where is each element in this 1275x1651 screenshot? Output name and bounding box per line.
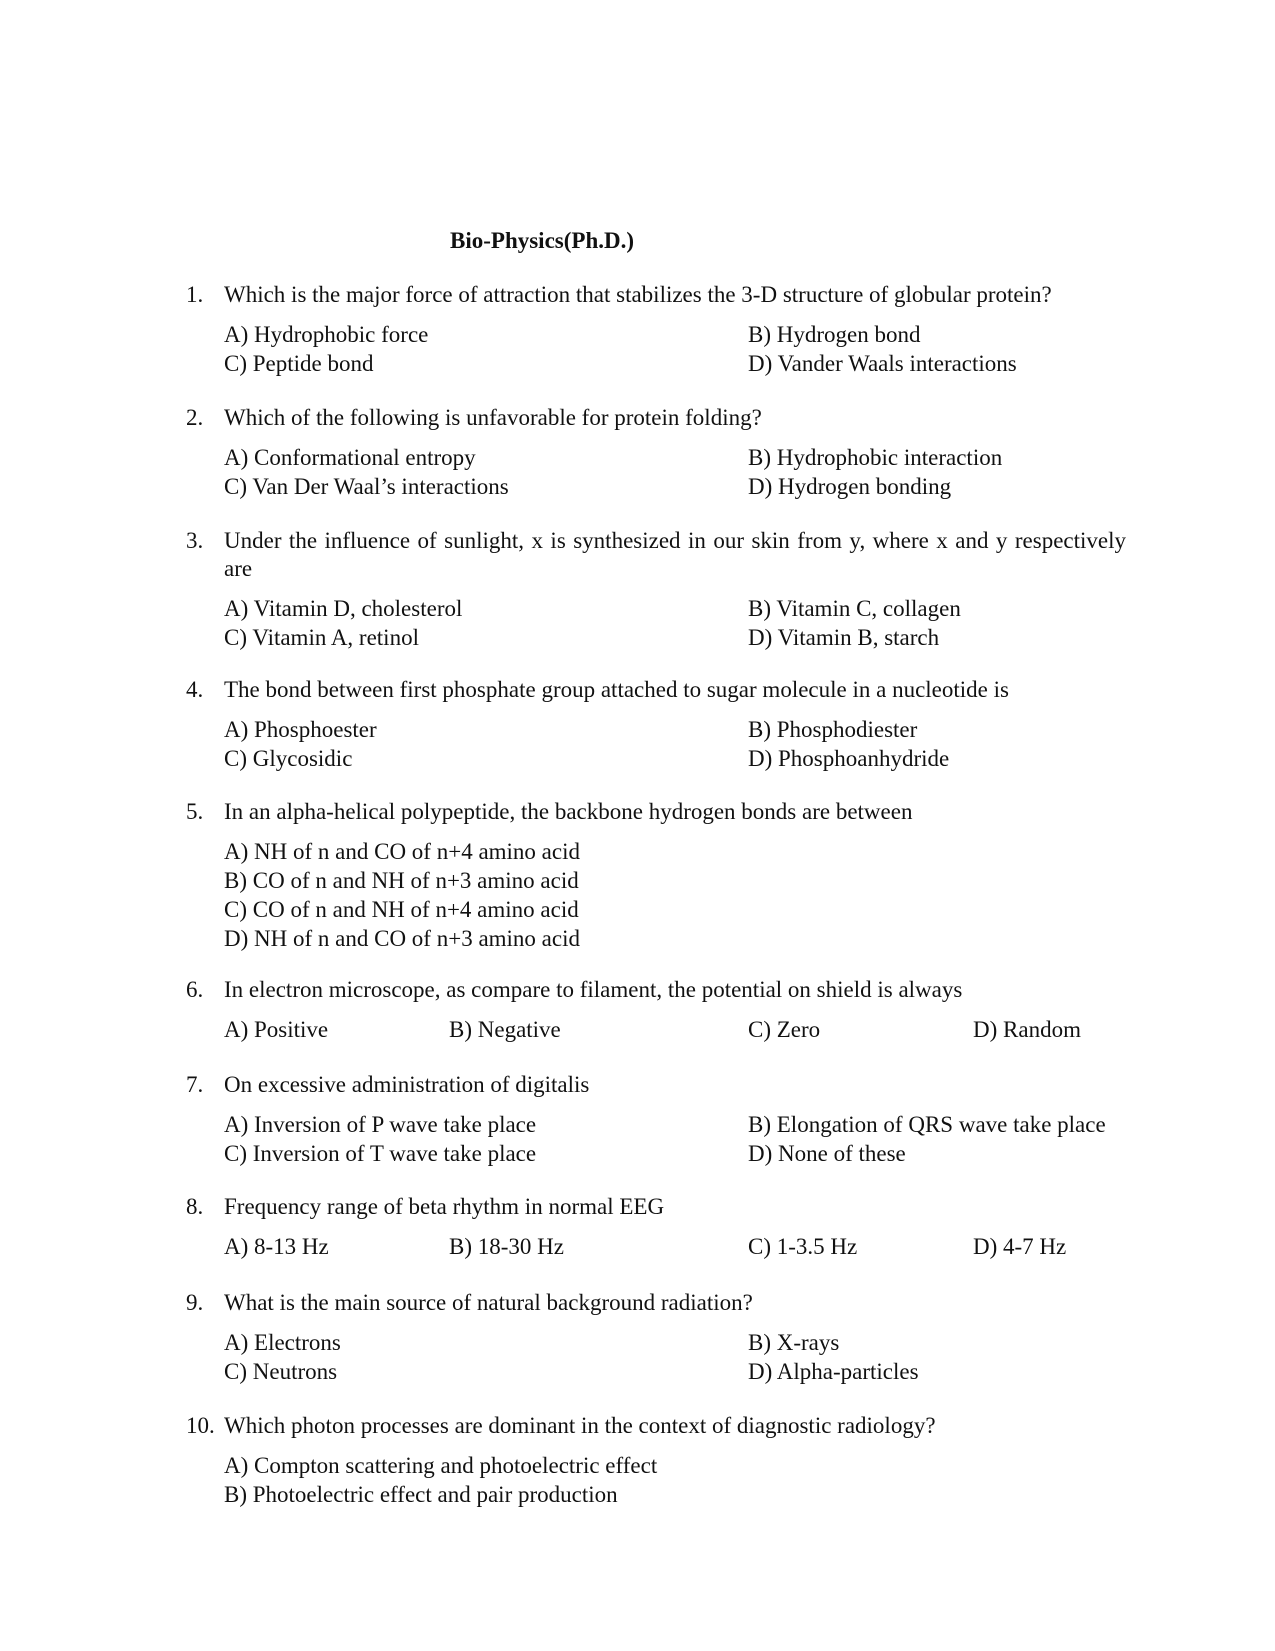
question-number: 1. xyxy=(186,282,204,307)
question-7 xyxy=(186,1071,1126,1168)
question-number: 8. xyxy=(186,1194,204,1219)
options xyxy=(186,1451,1126,1509)
option-d: D) Hydrogen bonding xyxy=(748,474,952,499)
option-b: B) Elongation of QRS wave take place xyxy=(748,1112,1106,1137)
option-a: A) Conformational entropy xyxy=(224,445,476,470)
option-d: D) Vander Waals interactions xyxy=(748,351,1017,376)
option-b: B) Hydrophobic interaction xyxy=(748,445,1003,470)
options xyxy=(186,1328,1126,1386)
page-title: Bio-Physics(Ph.D.) xyxy=(450,228,634,253)
question-1 xyxy=(186,281,1126,378)
options xyxy=(186,443,1126,501)
options xyxy=(186,1015,1126,1044)
option-d: D) Random xyxy=(973,1017,1081,1042)
option-a: A) 8-13 Hz xyxy=(224,1234,329,1259)
options xyxy=(186,594,1126,652)
question-text: In an alpha-helical polypeptide, the backbone hydrogen bonds are between xyxy=(224,799,913,824)
question-number: 10. xyxy=(186,1413,215,1438)
option-c: C) Van Der Waal’s interactions xyxy=(224,474,509,499)
question-text: The bond between first phosphate group attached to sugar molecule in a nucleotide is xyxy=(224,677,1009,702)
option-d: D) 4-7 Hz xyxy=(973,1234,1067,1259)
question-4 xyxy=(186,676,1126,773)
options xyxy=(186,1110,1126,1168)
option-c: C) 1-3.5 Hz xyxy=(748,1234,858,1259)
option-c: C) Zero xyxy=(748,1017,821,1042)
question-6 xyxy=(186,976,1126,1044)
question-number: 4. xyxy=(186,677,204,702)
question-text: On excessive administration of digitalis xyxy=(224,1072,590,1097)
option-b: B) X-rays xyxy=(748,1330,840,1355)
option-c: C) Inversion of T wave take place xyxy=(224,1141,537,1166)
option-a: A) Phosphoester xyxy=(224,717,377,742)
question-text: In electron microscope, as compare to filament, the potential on shield is always xyxy=(224,977,963,1002)
option-a: A) Compton scattering and photoelectric effect xyxy=(224,1453,658,1478)
question-text: Which is the major force of attraction that stabilizes the 3-D structure of globular protein? xyxy=(224,282,1052,307)
option-a: A) Vitamin D, cholesterol xyxy=(224,596,463,621)
question-10 xyxy=(186,1412,1126,1509)
question-text: Which photon processes are dominant in the context of diagnostic radiology? xyxy=(224,1413,936,1438)
option-b: B) Vitamin C, collagen xyxy=(748,596,961,621)
option-a: A) Inversion of P wave take place xyxy=(224,1112,537,1137)
option-a: A) Positive xyxy=(224,1017,329,1042)
question-2 xyxy=(186,404,1126,501)
option-b: B) Hydrogen bond xyxy=(748,322,921,347)
option-b: B) CO of n and NH of n+3 amino acid xyxy=(224,868,579,893)
question-text: Frequency range of beta rhythm in normal EEG xyxy=(224,1194,665,1219)
question-number: 7. xyxy=(186,1072,204,1097)
question-5 xyxy=(186,798,1126,953)
option-b: B) 18-30 Hz xyxy=(449,1234,564,1259)
question-number: 5. xyxy=(186,799,204,824)
options xyxy=(186,837,1126,953)
option-d: D) Alpha-particles xyxy=(748,1359,919,1384)
option-c: C) Glycosidic xyxy=(224,746,353,771)
option-d: D) Vitamin B, starch xyxy=(748,625,940,650)
question-number: 3. xyxy=(186,528,204,553)
options xyxy=(186,320,1126,378)
option-d: D) None of these xyxy=(748,1141,906,1166)
question-number: 2. xyxy=(186,405,204,430)
option-c: C) Peptide bond xyxy=(224,351,374,376)
option-c: C) Neutrons xyxy=(224,1359,338,1384)
question-3 xyxy=(186,527,1126,652)
option-c: C) Vitamin A, retinol xyxy=(224,625,419,650)
question-number: 9. xyxy=(186,1290,204,1315)
option-c: C) CO of n and NH of n+4 amino acid xyxy=(224,897,579,922)
options xyxy=(186,715,1126,773)
question-9 xyxy=(186,1289,1126,1386)
options xyxy=(186,1232,1126,1261)
question-text: What is the main source of natural background radiation? xyxy=(224,1290,753,1315)
option-d: D) NH of n and CO of n+3 amino acid xyxy=(224,926,580,951)
question-text: Which of the following is unfavorable for protein folding? xyxy=(224,405,762,430)
option-a: A) Hydrophobic force xyxy=(224,322,429,347)
question-8 xyxy=(186,1193,1126,1261)
option-a: A) Electrons xyxy=(224,1330,341,1355)
option-d: D) Phosphoanhydride xyxy=(748,746,950,771)
option-b: B) Phosphodiester xyxy=(748,717,918,742)
option-a: A) NH of n and CO of n+4 amino acid xyxy=(224,839,580,864)
option-b: B) Photoelectric effect and pair production xyxy=(224,1482,618,1507)
question-number: 6. xyxy=(186,977,204,1002)
option-b: B) Negative xyxy=(449,1017,561,1042)
question-text: Under the influence of sunlight, x is synthesized in our skin from y, where x and y respectively are xyxy=(224,528,1126,581)
